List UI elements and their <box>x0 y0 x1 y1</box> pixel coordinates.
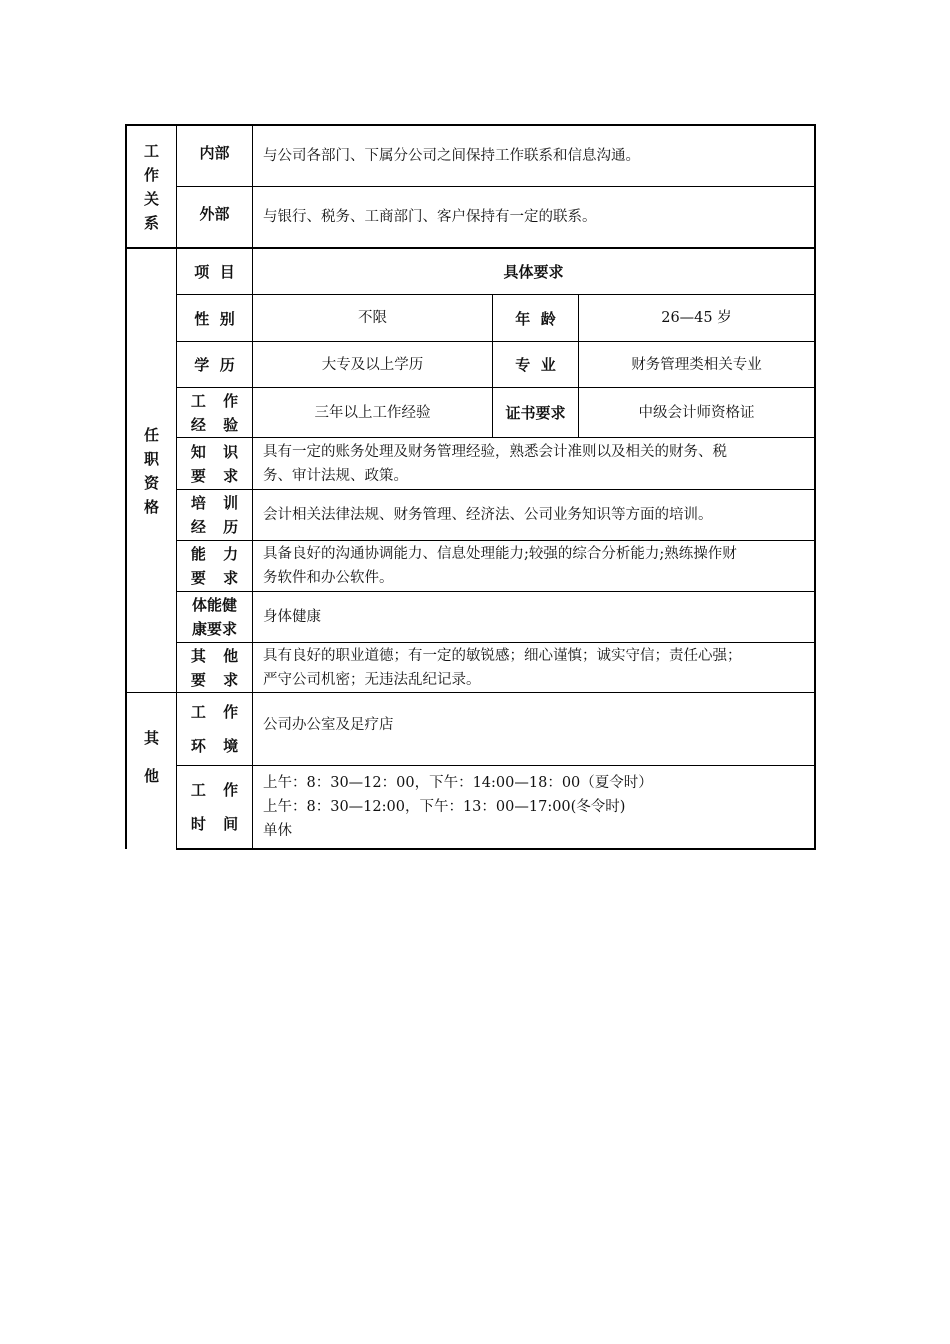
environment-label-line: 工 作 <box>190 703 245 721</box>
ability-label <box>177 541 252 591</box>
age-label: 年 龄 <box>515 309 556 328</box>
header-item: 项 目 <box>194 263 235 281</box>
health-label-line: 康要求 <box>191 620 237 638</box>
group-char: 系 <box>143 213 159 232</box>
environment-label-line: 环 境 <box>190 737 245 755</box>
experience-label <box>177 388 252 437</box>
knowledge-label <box>177 438 252 489</box>
group-char: 其 <box>143 728 159 747</box>
group-char: 他 <box>143 766 159 785</box>
ability-label-line: 能 力 <box>190 545 245 563</box>
hours-value <box>253 766 814 848</box>
external-value: 与银行、税务、工商部门、客户保持有一定的联系。 <box>263 209 597 225</box>
qualifications-group-label <box>127 249 176 692</box>
hours-value-line: 单休 <box>263 823 292 839</box>
ability-value <box>253 541 814 591</box>
health-label-line: 体能健 <box>191 596 237 614</box>
ability-value-line: 具备良好的沟通协调能力、信息处理能力;较强的综合分析能力;熟练操作财 <box>263 546 737 562</box>
header-requirement: 具体要求 <box>503 263 564 281</box>
hours-value-line: 上午：8：30—12:00，下午：13：00—17:00(冬令时) <box>263 799 626 815</box>
knowledge-label-line: 要 求 <box>190 466 245 485</box>
other-label-line: 要 求 <box>190 670 245 689</box>
experience-value: 三年以上工作经验 <box>314 404 431 421</box>
group-char: 任 <box>143 425 159 444</box>
experience-label-line: 经 验 <box>190 415 245 434</box>
group-char: 关 <box>143 189 159 208</box>
group-char: 工 <box>143 141 159 160</box>
external-label: 外部 <box>199 205 230 223</box>
other-label-line: 其 他 <box>190 646 245 665</box>
hours-label-line: 时 间 <box>190 815 245 833</box>
training-label-line: 培 训 <box>190 494 245 512</box>
training-label-line: 经 历 <box>190 518 245 536</box>
work-relations-group-label <box>127 126 176 247</box>
knowledge-value-line: 务、审计法规、政策。 <box>263 467 408 484</box>
health-label <box>177 592 252 642</box>
major-value: 财务管理类相关专业 <box>631 356 762 373</box>
gender-value: 不限 <box>358 310 387 326</box>
hours-label <box>177 766 252 848</box>
internal-label: 内部 <box>199 144 230 162</box>
knowledge-value-line: 具有一定的账务处理及财务管理经验，熟悉会计准则以及相关的财务、税 <box>263 443 727 460</box>
internal-value: 与公司各部门、下属分公司之间保持工作联系和信息沟通。 <box>263 148 640 164</box>
ability-label-line: 要 求 <box>190 569 245 587</box>
group-char: 职 <box>143 449 159 468</box>
group-char: 格 <box>143 497 159 516</box>
hours-value-line: 上午：8：30—12：00，下午：14:00—18：00（夏令时） <box>263 775 653 791</box>
knowledge-label-line: 知 识 <box>190 442 245 461</box>
other-label <box>177 643 252 692</box>
environment-label <box>177 693 252 765</box>
gender-label: 性 别 <box>194 309 235 328</box>
group-char: 资 <box>143 473 159 492</box>
experience-label-line: 工 作 <box>190 391 245 410</box>
health-value: 身体健康 <box>263 609 321 625</box>
others-group-label <box>127 693 176 848</box>
training-label <box>177 490 252 540</box>
environment-value: 公司办公室及足疗店 <box>263 717 394 733</box>
certificate-label: 证书要求 <box>505 404 566 422</box>
education-label: 学 历 <box>194 356 235 374</box>
certificate-value: 中级会计师资格证 <box>638 404 755 421</box>
other-value-line: 严守公司机密；无违法乱纪记录。 <box>263 671 481 688</box>
table-border-right <box>814 124 816 850</box>
education-value: 大专及以上学历 <box>321 356 424 373</box>
other-value-line: 具有良好的职业道德；有一定的敏锐感；细心谨慎；诚实守信；责任心强； <box>263 647 742 664</box>
table-border-bottom <box>176 848 816 850</box>
knowledge-value <box>253 438 814 489</box>
age-value: 26—45 岁 <box>661 310 732 326</box>
major-label: 专 业 <box>515 356 556 374</box>
group-char: 作 <box>143 165 159 184</box>
training-value: 会计相关法律法规、财务管理、经济法、公司业务知识等方面的培训。 <box>263 507 713 523</box>
hours-label-line: 工 作 <box>190 781 245 799</box>
ability-value-line: 务软件和办公软件。 <box>263 570 394 586</box>
other-value <box>253 643 814 692</box>
